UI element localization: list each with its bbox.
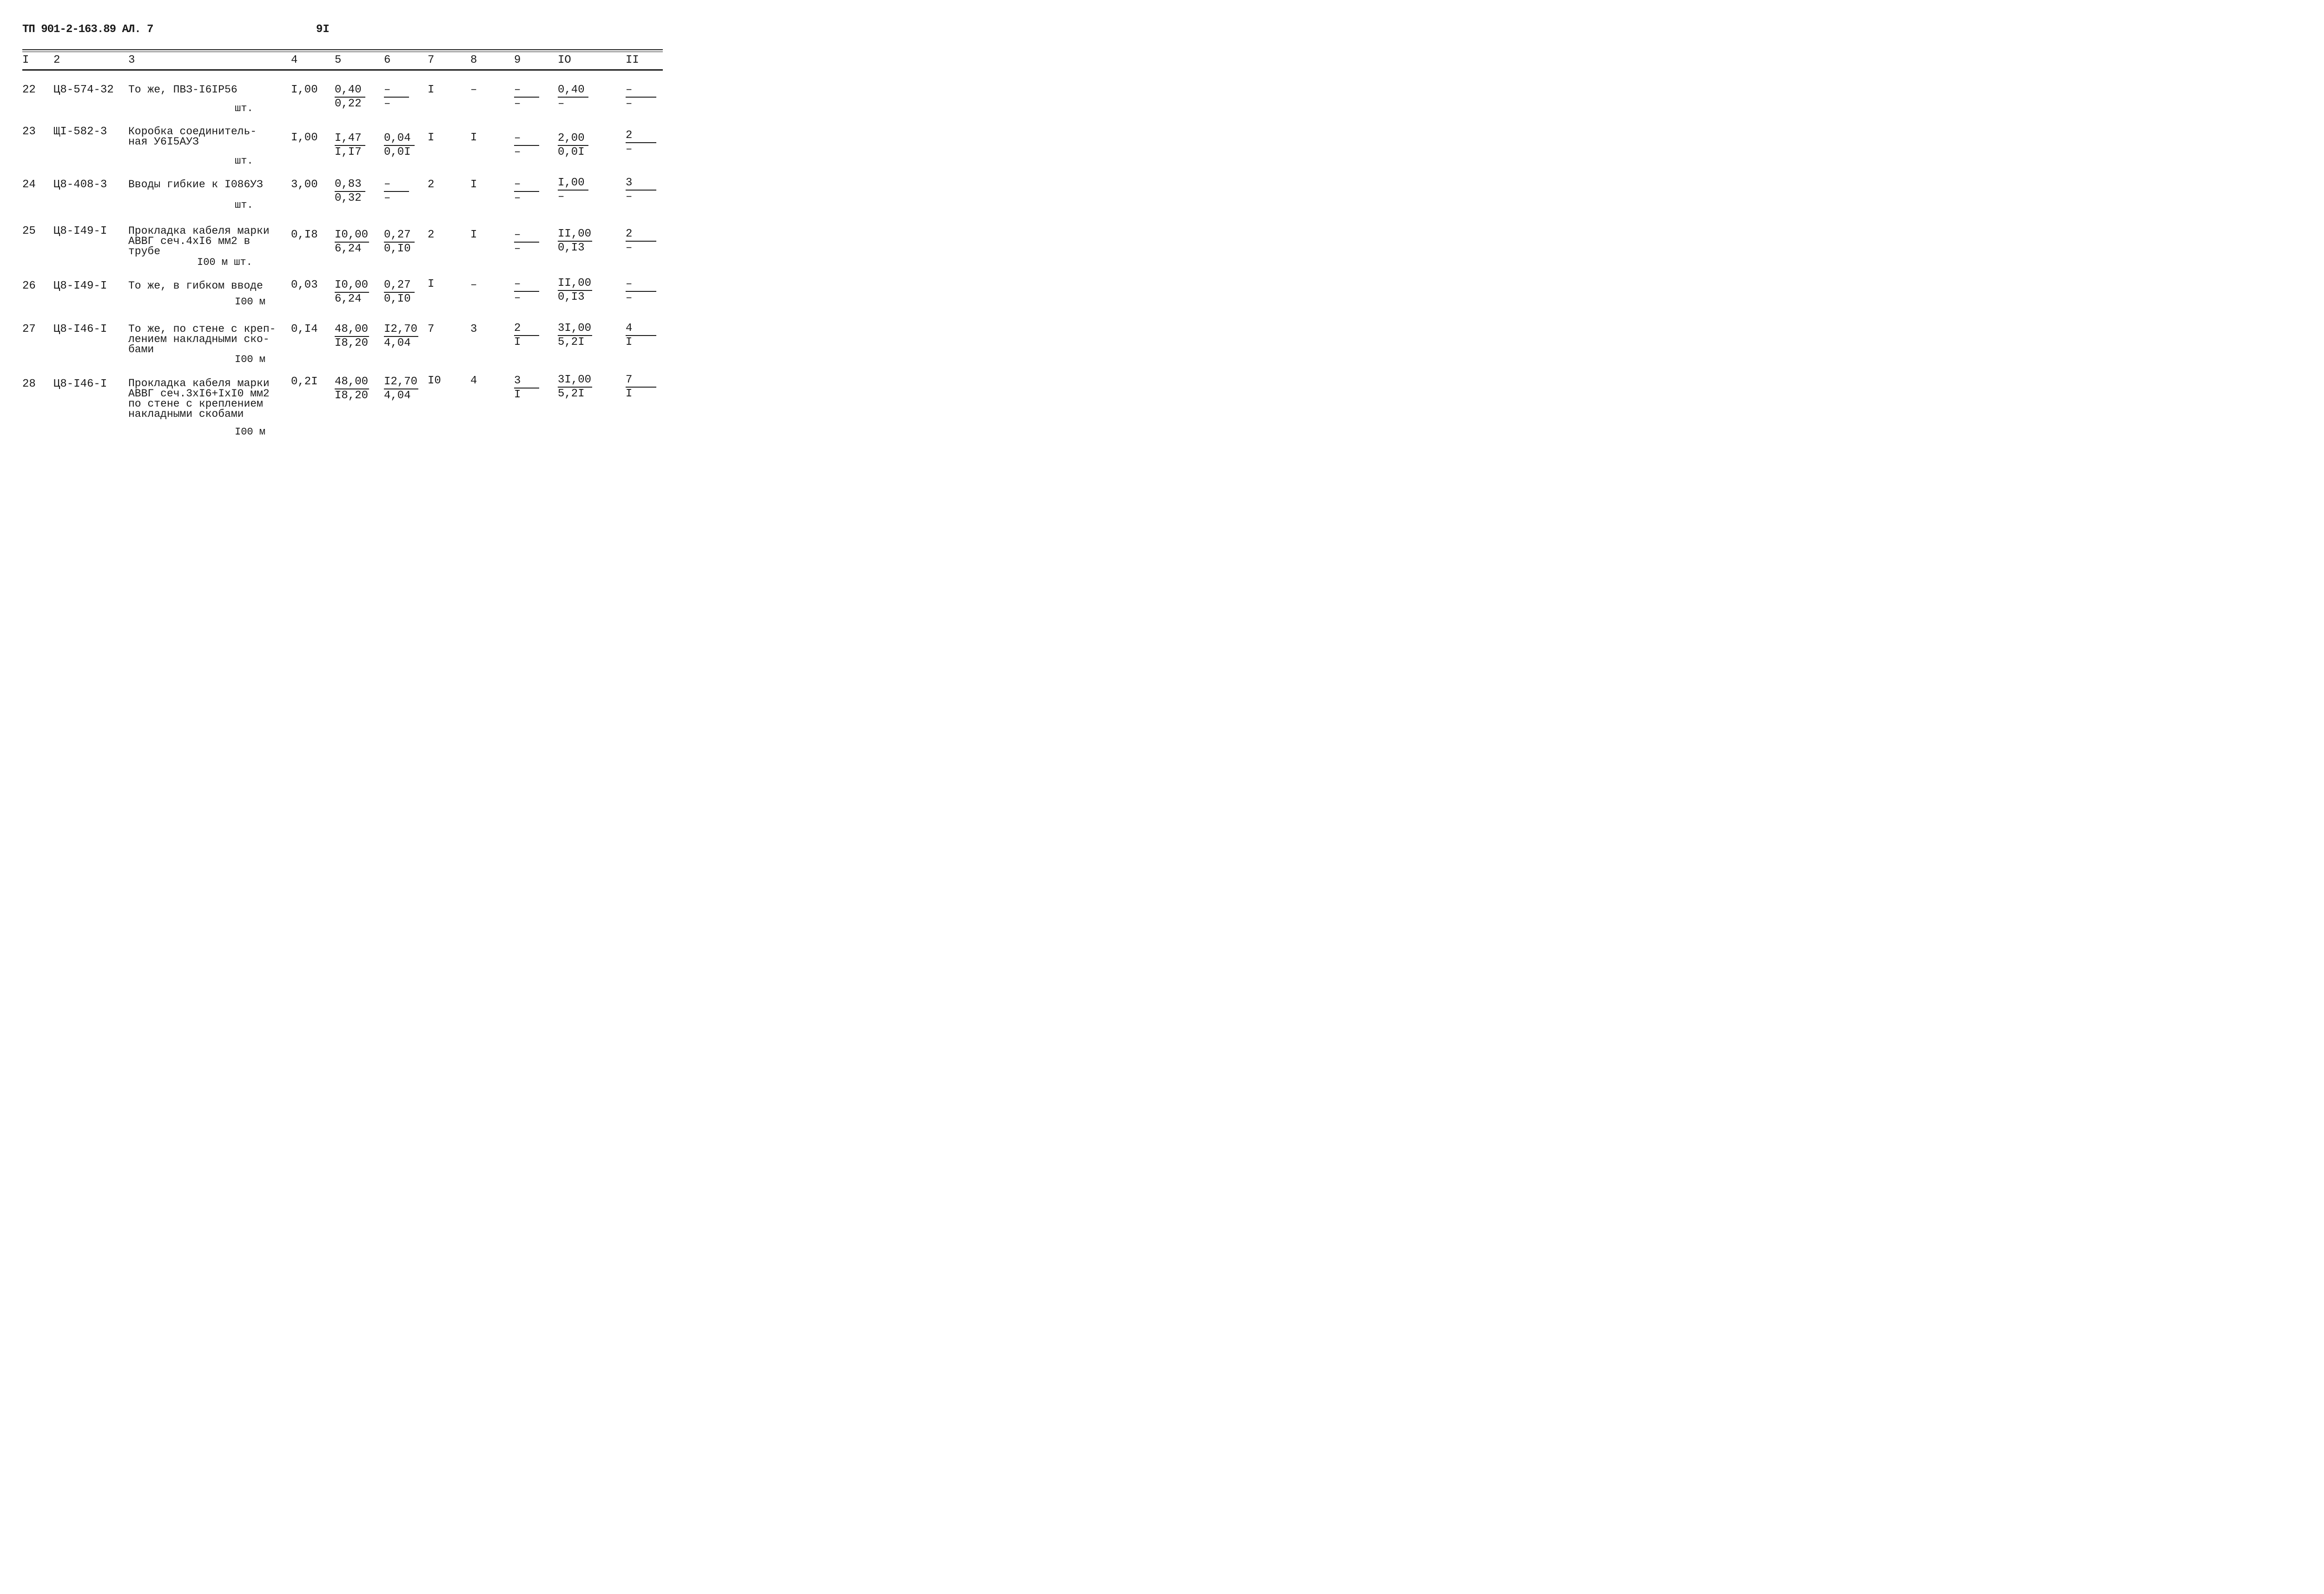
- col10-bottom: 0,I3: [558, 242, 585, 254]
- col11-fraction: [626, 278, 656, 305]
- col11-fraction: [626, 322, 656, 349]
- col5-bottom: I,I7: [335, 146, 362, 158]
- col10-top: 3I,00: [558, 322, 592, 336]
- row-quantity: 3,00: [291, 178, 318, 191]
- document-code: ТП 901-2-163.89 АЛ. 7: [22, 23, 153, 36]
- row-quantity: 0,I8: [291, 229, 318, 241]
- col11-top: 2: [626, 228, 656, 242]
- col9-bottom: I: [514, 389, 521, 401]
- row-quantity: I,00: [291, 132, 318, 144]
- col10-bottom: 0,0I: [558, 146, 585, 158]
- col7-value: I0: [428, 375, 441, 387]
- col5-top: I,47: [335, 132, 365, 146]
- col6-top: 0,27: [384, 229, 415, 243]
- col9-top: –: [514, 84, 539, 98]
- row-unit: шт.: [235, 103, 253, 114]
- col7-value: 7: [428, 323, 435, 336]
- col10-fraction: [558, 132, 588, 159]
- col7-value: 2: [428, 229, 435, 241]
- col5-top: 0,40: [335, 84, 365, 98]
- col6-bottom: –: [384, 192, 391, 204]
- column-header-2: 2: [53, 54, 60, 66]
- col6-fraction: [384, 375, 418, 402]
- row-number: 25: [22, 225, 36, 237]
- row-number: 24: [22, 178, 36, 191]
- row-unit: I00 м: [235, 296, 266, 308]
- col10-fraction: [558, 374, 592, 401]
- col6-top: I2,70: [384, 375, 418, 389]
- col10-fraction: [558, 277, 592, 304]
- row-description: Прокладка кабеля марки АВВГ сеч.4хI6 мм2 в трубе: [128, 225, 270, 257]
- row-quantity: I,00: [291, 84, 318, 96]
- row-code: Ц8-408-3: [53, 178, 107, 191]
- col8-value: I: [470, 132, 477, 144]
- row-description: То же, ПВЗ-I6IР56: [128, 84, 238, 96]
- col11-bottom: –: [626, 143, 633, 156]
- row-code: Ц8-574-32: [53, 84, 114, 96]
- row-quantity: 0,2I: [291, 375, 318, 388]
- row-unit: шт.: [235, 155, 253, 167]
- col5-bottom: 6,24: [335, 243, 362, 255]
- col7-value: I: [428, 278, 435, 290]
- col11-fraction: [626, 84, 656, 111]
- col5-fraction: [335, 279, 369, 306]
- col10-bottom: –: [558, 98, 565, 110]
- row-description: Коробка соединитель- ная У6I5АУЗ: [128, 125, 257, 148]
- column-header-4: 4: [291, 54, 298, 66]
- row-unit: I00 м: [235, 354, 266, 365]
- col11-bottom: –: [626, 292, 633, 304]
- col6-fraction: [384, 132, 415, 159]
- column-header-6: 6: [384, 54, 391, 66]
- col6-bottom: 0,I0: [384, 243, 411, 255]
- col6-fraction: [384, 323, 418, 350]
- column-header-8: 8: [470, 54, 477, 66]
- col7-value: I: [428, 84, 435, 96]
- col9-bottom: –: [514, 146, 521, 158]
- col11-fraction: [626, 228, 656, 255]
- row-description: То же, в гибком вводе: [128, 280, 263, 292]
- col5-top: I0,00: [335, 279, 369, 293]
- row-number: 27: [22, 323, 36, 336]
- col11-top: –: [626, 84, 656, 98]
- col6-fraction: [384, 279, 415, 306]
- col9-fraction: [514, 84, 539, 111]
- row-code: Ц8-I49-I: [53, 225, 107, 237]
- col10-top: I,00: [558, 177, 588, 191]
- row-code: Ц8-I46-I: [53, 378, 107, 390]
- column-header-3: 3: [128, 54, 135, 66]
- col9-top: –: [514, 132, 539, 146]
- col9-top: –: [514, 178, 539, 192]
- col8-value: 4: [470, 375, 477, 387]
- col6-bottom: 4,04: [384, 389, 411, 402]
- col6-fraction: [384, 178, 409, 205]
- col11-top: –: [626, 278, 656, 292]
- col6-fraction: [384, 229, 415, 256]
- row-quantity: 0,03: [291, 279, 318, 291]
- col9-fraction: [514, 132, 539, 159]
- col5-bottom: I8,20: [335, 389, 369, 402]
- col9-fraction: [514, 375, 539, 402]
- col9-bottom: I: [514, 336, 521, 349]
- col6-fraction: [384, 84, 409, 111]
- header-bottom-rule: [22, 69, 663, 71]
- document-page: [0, 0, 718, 500]
- column-header-1: I: [22, 54, 29, 66]
- col10-fraction: [558, 84, 588, 111]
- col8-value: –: [470, 84, 477, 96]
- col5-top: I0,00: [335, 229, 369, 243]
- row-quantity: 0,I4: [291, 323, 318, 336]
- col5-fraction: [335, 84, 365, 111]
- row-description: Вводы гибкие к I086УЗ: [128, 178, 263, 191]
- col5-top: 0,83: [335, 178, 365, 192]
- col6-top: 0,04: [384, 132, 415, 146]
- col5-fraction: [335, 132, 365, 159]
- col6-bottom: –: [384, 98, 391, 110]
- col10-bottom: –: [558, 191, 565, 203]
- col6-bottom: 0,0I: [384, 146, 411, 158]
- page-number: 9I: [316, 23, 330, 36]
- row-unit: шт.: [235, 199, 253, 211]
- col10-bottom: 0,I3: [558, 291, 585, 303]
- col10-top: 3I,00: [558, 374, 592, 388]
- col5-fraction: [335, 323, 369, 350]
- col9-top: 2: [514, 322, 539, 336]
- column-header-11: II: [626, 54, 639, 66]
- col11-top: 4: [626, 322, 656, 336]
- col9-fraction: [514, 278, 539, 305]
- col5-top: 48,00: [335, 375, 369, 389]
- row-unit: I00 м: [235, 426, 266, 438]
- col9-bottom: –: [514, 292, 521, 304]
- col10-top: 0,40: [558, 84, 588, 98]
- col7-value: I: [428, 132, 435, 144]
- row-number: 26: [22, 280, 36, 292]
- col8-value: I: [470, 178, 477, 191]
- col8-value: –: [470, 279, 477, 291]
- col6-bottom: 4,04: [384, 337, 411, 349]
- col11-fraction: [626, 129, 656, 156]
- col6-top: –: [384, 84, 409, 98]
- column-header-10: IO: [558, 54, 571, 66]
- col11-fraction: [626, 374, 656, 401]
- col11-bottom: I: [626, 388, 633, 400]
- row-description: Прокладка кабеля марки АВВГ сеч.3хI6+IхI0 мм2 по стене с креплением накладными скобами: [128, 377, 270, 420]
- col11-bottom: I: [626, 336, 633, 349]
- col8-value: I: [470, 229, 477, 241]
- col10-fraction: [558, 228, 592, 255]
- col9-top: –: [514, 278, 539, 292]
- col11-top: 3: [626, 177, 656, 191]
- col5-top: 48,00: [335, 323, 369, 337]
- col9-fraction: [514, 178, 539, 205]
- row-code: Ц8-I46-I: [53, 323, 107, 336]
- col10-fraction: [558, 322, 592, 349]
- col5-fraction: [335, 375, 369, 402]
- column-header-9: 9: [514, 54, 521, 66]
- col7-value: 2: [428, 178, 435, 191]
- col9-bottom: –: [514, 98, 521, 110]
- table-top-rule: [22, 49, 663, 50]
- row-unit: I00 м шт.: [197, 257, 252, 268]
- col9-fraction: [514, 322, 539, 349]
- row-code: Ц8-I49-I: [53, 280, 107, 292]
- col9-top: 3: [514, 375, 539, 389]
- col6-top: –: [384, 178, 409, 192]
- row-number: 22: [22, 84, 36, 96]
- col11-bottom: –: [626, 98, 633, 110]
- col9-bottom: –: [514, 192, 521, 204]
- col5-bottom: 0,22: [335, 98, 362, 110]
- col11-bottom: –: [626, 242, 633, 254]
- col10-bottom: 5,2I: [558, 388, 585, 400]
- col5-fraction: [335, 178, 365, 205]
- col9-top: –: [514, 229, 539, 243]
- col10-top: 2,00: [558, 132, 588, 146]
- col11-fraction: [626, 177, 656, 204]
- col10-top: II,00: [558, 277, 592, 291]
- col5-bottom: 6,24: [335, 293, 362, 305]
- col10-bottom: 5,2I: [558, 336, 585, 349]
- col9-fraction: [514, 229, 539, 256]
- row-code: ЩI-582-3: [53, 125, 107, 138]
- col11-bottom: –: [626, 191, 633, 203]
- col10-fraction: [558, 177, 588, 204]
- col8-value: 3: [470, 323, 477, 336]
- column-header-7: 7: [428, 54, 435, 66]
- col11-top: 7: [626, 374, 656, 388]
- col5-bottom: 0,32: [335, 192, 362, 204]
- col5-fraction: [335, 229, 369, 256]
- col6-top: 0,27: [384, 279, 415, 293]
- col6-top: I2,70: [384, 323, 418, 337]
- row-number: 28: [22, 378, 36, 390]
- row-number: 23: [22, 125, 36, 138]
- col5-bottom: I8,20: [335, 337, 369, 349]
- column-header-5: 5: [335, 54, 342, 66]
- col6-bottom: 0,I0: [384, 293, 411, 305]
- row-description: То же, по стене с креп- лением накладными ско- бами: [128, 323, 276, 356]
- col10-top: II,00: [558, 228, 592, 242]
- col11-top: 2: [626, 129, 656, 143]
- col9-bottom: –: [514, 243, 521, 255]
